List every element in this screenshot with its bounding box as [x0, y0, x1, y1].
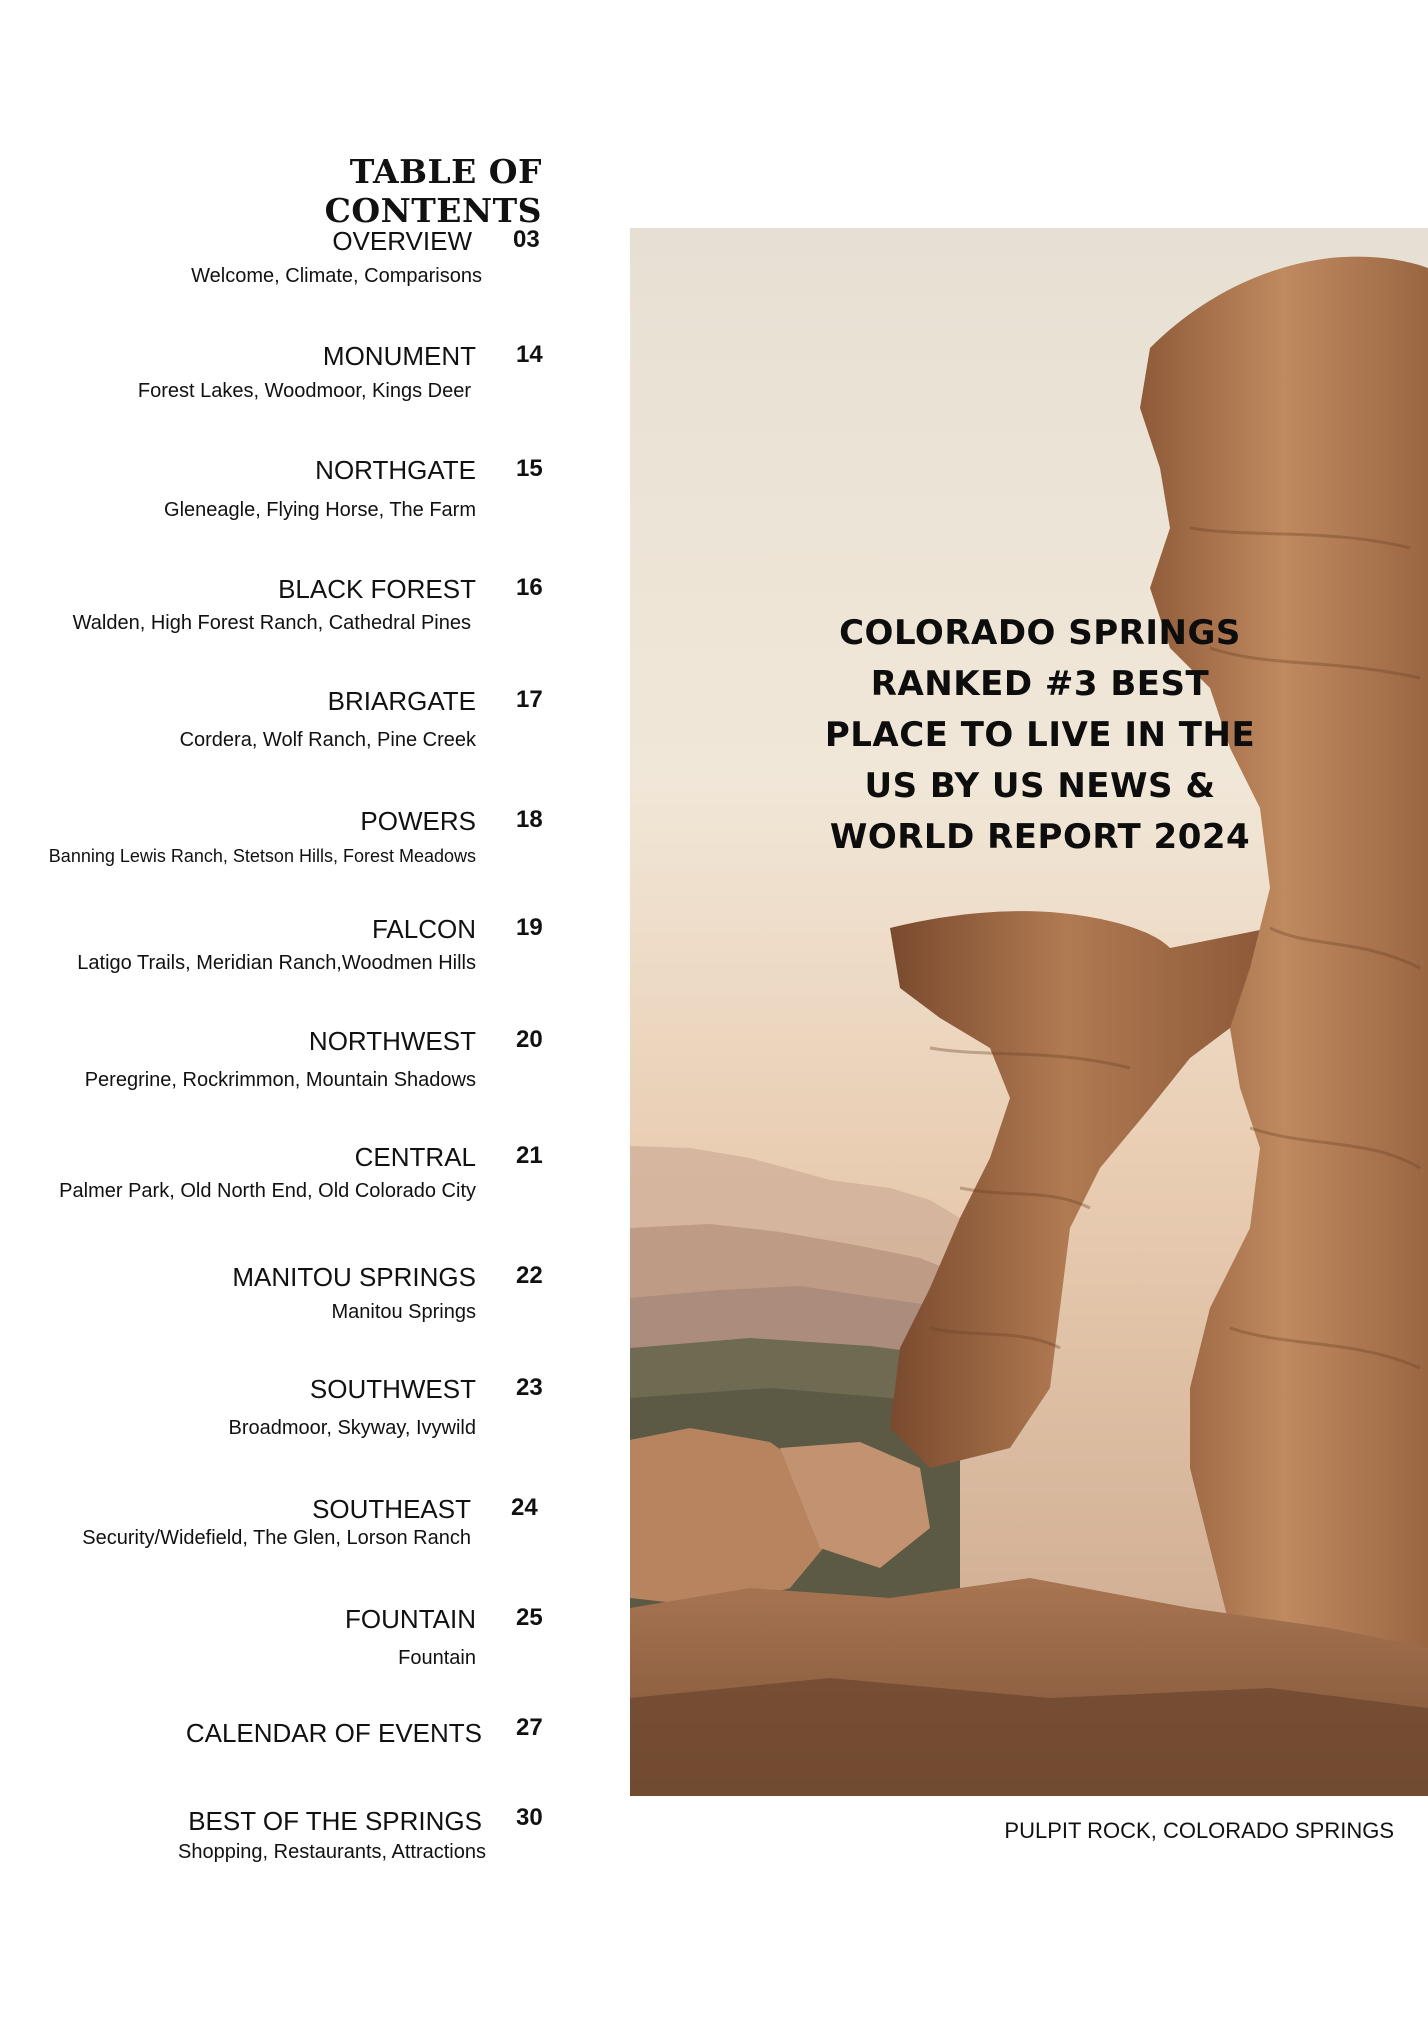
- toc-entry-name: SOUTHEAST: [312, 1494, 471, 1524]
- toc-entry-briargate[interactable]: [0, 686, 560, 786]
- toc-entry-sub: Peregrine, Rockrimmon, Mountain Shadows: [84, 1069, 476, 1091]
- toc-title: TABLE OF CONTENTS: [324, 152, 542, 230]
- toc-entry-black-forest[interactable]: [0, 574, 560, 674]
- toc-entry-monument[interactable]: [0, 341, 560, 441]
- headline-line: RANKED #3 BEST: [870, 664, 1210, 704]
- toc-entry-northgate[interactable]: [0, 455, 560, 555]
- toc-entry-sub: Cordera, Wolf Ranch, Pine Creek: [179, 729, 476, 751]
- toc-entry-sub: Forest Lakes, Woodmoor, Kings Deer: [137, 380, 471, 402]
- toc-entry-name: FOUNTAIN: [345, 1604, 476, 1634]
- toc-entry-page: 15: [516, 455, 543, 482]
- toc-entry-name: CENTRAL: [354, 1142, 476, 1172]
- feature-headline: [820, 608, 1260, 863]
- toc-entry-sub: Shopping, Restaurants, Attractions: [178, 1841, 486, 1863]
- toc-entry-page: 30: [516, 1804, 543, 1831]
- toc-entry-central[interactable]: [0, 1142, 560, 1242]
- headline-line: COLORADO SPRINGS: [839, 613, 1241, 653]
- toc-entry-page: 23: [516, 1374, 543, 1401]
- toc-entry-name: OVERVIEW: [332, 226, 472, 256]
- toc-entry-northwest[interactable]: [0, 1026, 560, 1126]
- feature-photo: [630, 228, 1428, 1796]
- pulpit-rock-photo: [630, 228, 1428, 1796]
- toc-entry-page: 19: [516, 914, 543, 941]
- headline-line: WORLD REPORT 2024: [829, 817, 1251, 857]
- toc-entry-calendar-of-events[interactable]: [0, 1714, 560, 1818]
- toc-entry-name: MONUMENT: [322, 341, 476, 371]
- toc-entry-sub: Walden, High Forest Ranch, Cathedral Pines: [72, 612, 471, 634]
- toc-entry-page: 21: [516, 1142, 543, 1169]
- toc-entry-southeast[interactable]: [0, 1494, 560, 1594]
- toc-entry-name: NORTHGATE: [315, 455, 476, 485]
- toc-entry-sub: Latigo Trails, Meridian Ranch,Woodmen Hills: [77, 952, 476, 974]
- toc-entry-page: 17: [516, 686, 543, 713]
- toc-entry-sub: Broadmoor, Skyway, Ivywild: [228, 1417, 476, 1439]
- toc-entry-sub: Gleneagle, Flying Horse, The Farm: [164, 499, 476, 521]
- toc-entry-page: 14: [516, 341, 543, 368]
- toc-entry-overview[interactable]: [0, 226, 560, 326]
- toc-entry-name: NORTHWEST: [308, 1026, 476, 1056]
- headline-line: US BY US NEWS &: [864, 766, 1216, 806]
- toc-entry-fountain[interactable]: [0, 1604, 560, 1704]
- toc-entry-sub: Welcome, Climate, Comparisons: [191, 265, 482, 287]
- headline-line: PLACE TO LIVE IN THE: [824, 715, 1256, 755]
- toc-entry-page: 03: [513, 226, 540, 253]
- toc-entry-page: 20: [516, 1026, 543, 1053]
- toc-entry-southwest[interactable]: [0, 1374, 560, 1474]
- toc-entry-sub: Fountain: [398, 1647, 476, 1669]
- toc-entry-powers[interactable]: [0, 806, 560, 906]
- toc-entry-falcon[interactable]: [0, 914, 560, 1014]
- toc-entry-page: 22: [516, 1262, 543, 1289]
- toc-entry-sub: Palmer Park, Old North End, Old Colorado City: [59, 1180, 476, 1202]
- toc-entry-page: 25: [516, 1604, 543, 1631]
- toc-entry-name: SOUTHWEST: [309, 1374, 476, 1404]
- toc-entry-name: MANITOU SPRINGS: [232, 1262, 476, 1292]
- toc-entry-page: 16: [516, 574, 543, 601]
- toc-entry-page: 24: [511, 1494, 538, 1521]
- toc-entry-name: BRIARGATE: [327, 686, 476, 716]
- toc-entry-best-of-the-springs[interactable]: [0, 1806, 560, 1906]
- toc-entry-name: FALCON: [371, 914, 476, 944]
- toc-entry-name: CALENDAR OF EVENTS: [185, 1718, 482, 1748]
- toc-entry-page: 27: [516, 1714, 543, 1741]
- toc-entry-page: 18: [516, 806, 543, 833]
- toc-entry-name: BEST OF THE SPRINGS: [188, 1806, 482, 1836]
- toc-entry-sub: Banning Lewis Ranch, Stetson Hills, Forest Meadows: [48, 846, 476, 866]
- toc-entry-sub: Manitou Springs: [331, 1301, 476, 1323]
- toc-entry-name: BLACK FOREST: [278, 574, 476, 604]
- toc-entry-name: POWERS: [360, 806, 476, 836]
- photo-caption: PULPIT ROCK, COLORADO SPRINGS: [1004, 1818, 1394, 1843]
- toc-entry-sub: Security/Widefield, The Glen, Lorson Ranch: [82, 1527, 471, 1549]
- toc-entry-manitou-springs[interactable]: [0, 1262, 560, 1362]
